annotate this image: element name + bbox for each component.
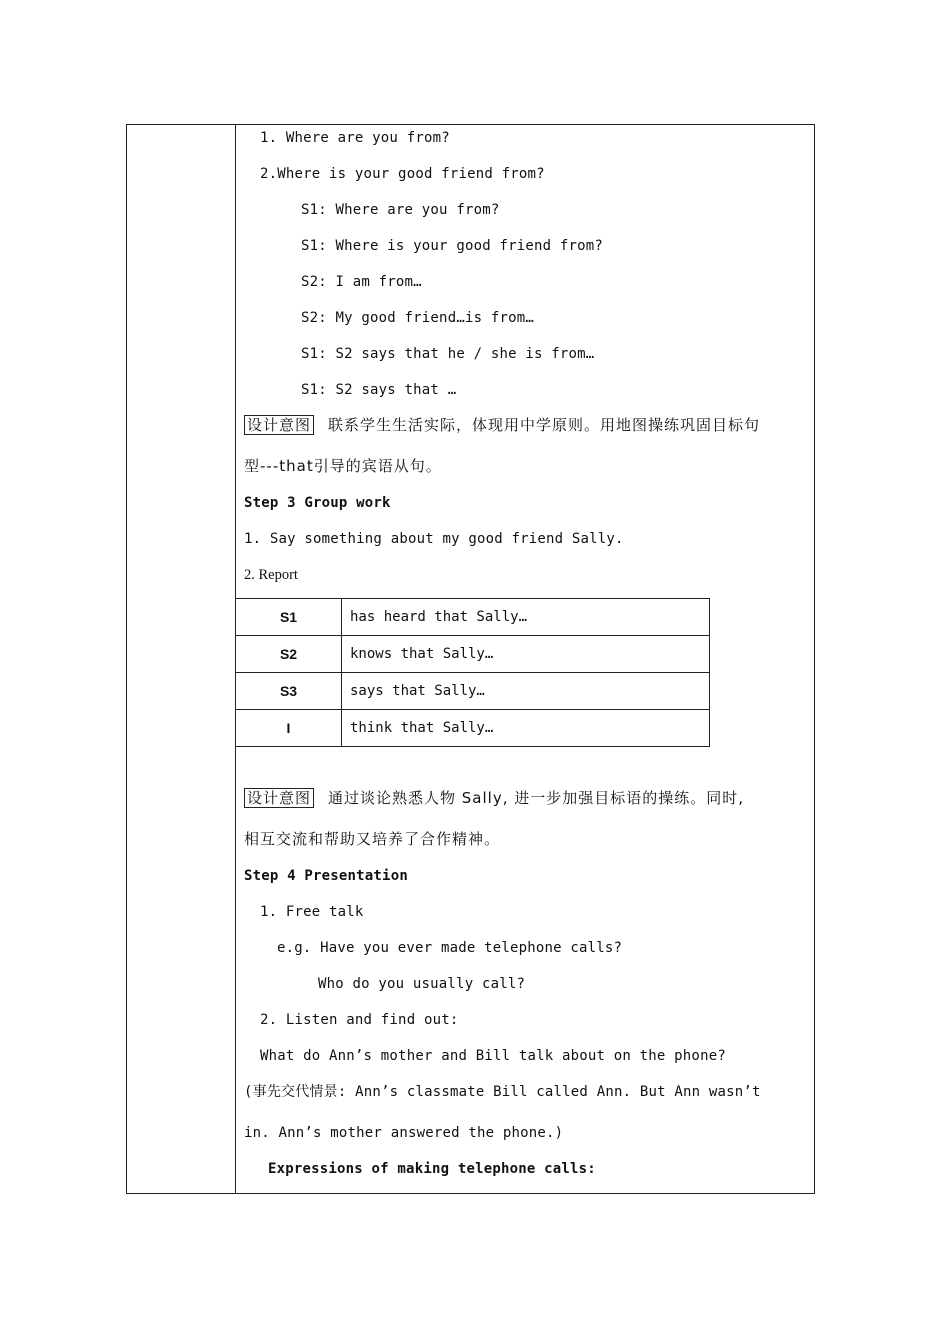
table-row bbox=[236, 599, 710, 636]
step-4-heading: Step 4 Presentation bbox=[244, 868, 408, 884]
step-4-context-cont: in. Ann’s mother answered the phone.) bbox=[244, 1125, 564, 1141]
design-intent-text: 联系学生生活实际，体现用中学原则。用地图操练巩固目标句 bbox=[328, 416, 761, 434]
design-intent-text: 通过谈论熟悉人物 Sally, 进一步加强目标语的操练。同时, bbox=[328, 789, 745, 807]
design-intent-2-cont: 相互交流和帮助又培养了合作精神。 bbox=[244, 830, 501, 848]
design-intent-1 bbox=[244, 416, 760, 434]
report-who: I bbox=[236, 710, 342, 747]
design-intent-label: 设计意图 bbox=[244, 415, 314, 435]
report-who: S2 bbox=[236, 636, 342, 673]
dialogue-line-4: S2: My good friend…is from… bbox=[301, 310, 534, 326]
report-who: S3 bbox=[236, 673, 342, 710]
dialogue-line-3: S2: I am from… bbox=[301, 274, 422, 290]
table-row bbox=[236, 636, 710, 673]
step-4-expressions-heading: Expressions of making telephone calls: bbox=[268, 1161, 596, 1177]
report-who: S1 bbox=[236, 599, 342, 636]
question-2: 2.Where is your good friend from? bbox=[260, 166, 545, 182]
step-3-heading: Step 3 Group work bbox=[244, 495, 391, 511]
step-4-item-1: 1. Free talk bbox=[260, 904, 364, 920]
step-4-context: (事先交代情景: Ann’s classmate Bill called Ann. But Ann wasn’t bbox=[244, 1084, 761, 1100]
design-intent-label: 设计意图 bbox=[244, 788, 314, 808]
step-3-item-2: 2. Report bbox=[244, 567, 298, 583]
dialogue-line-5: S1: S2 says that he / she is from… bbox=[301, 346, 595, 362]
design-intent-1-cont: 型---that引导的宾语从句。 bbox=[244, 457, 442, 475]
design-intent-2 bbox=[244, 789, 744, 807]
step-4-item-2: 2. Listen and find out: bbox=[260, 1012, 459, 1028]
step-4-example: e.g. Have you ever made telephone calls? bbox=[277, 940, 623, 956]
dialogue-line-6: S1: S2 says that … bbox=[301, 382, 457, 398]
report-what: says that Sally… bbox=[342, 673, 710, 710]
dialogue-line-1: S1: Where are you from? bbox=[301, 202, 500, 218]
table-row bbox=[236, 673, 710, 710]
step-4-question: What do Ann’s mother and Bill talk about on the phone? bbox=[260, 1048, 726, 1064]
report-what: think that Sally… bbox=[342, 710, 710, 747]
report-what: knows that Sally… bbox=[342, 636, 710, 673]
report-what: has heard that Sally… bbox=[342, 599, 710, 636]
step-4-example-2: Who do you usually call? bbox=[318, 976, 526, 992]
question-1: 1. Where are you from? bbox=[260, 130, 450, 146]
step-3-item-1: 1. Say something about my good friend Sally. bbox=[244, 531, 624, 547]
report-table bbox=[235, 598, 710, 747]
table-row bbox=[236, 710, 710, 747]
dialogue-line-2: S1: Where is your good friend from? bbox=[301, 238, 604, 254]
